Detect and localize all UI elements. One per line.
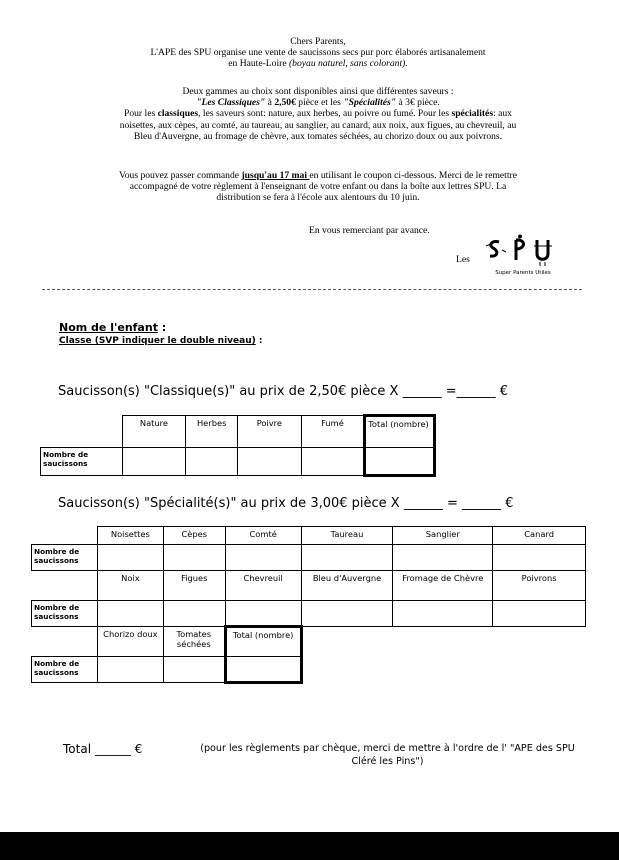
special-title: Saucisson(s) "Spécialité(s)" au prix de 3,00€ pièce X ______ = ______ € — [58, 496, 514, 511]
special-blank-f — [493, 657, 586, 683]
special-empty-3 — [32, 627, 98, 657]
special-header-noix: Noix — [97, 571, 163, 601]
special-blank-b — [393, 627, 493, 657]
order-line-3: distribution se fera à l'école aux alentours du 10 juin. — [216, 192, 420, 204]
special-header-sanglier: Sanglier — [393, 527, 493, 545]
special-table — [31, 526, 586, 684]
signature-les: Les — [456, 254, 470, 265]
classic-input-nature[interactable] — [122, 448, 186, 476]
greeting: Chers Parents, — [290, 36, 346, 47]
special-row-label-3: Nombre de saucissons — [32, 657, 98, 683]
special-input-bleu[interactable] — [301, 601, 393, 627]
special-header-tomates: Tomates séchées — [163, 627, 225, 657]
special-input-sanglier[interactable] — [393, 545, 493, 571]
thanks-line: En vous remerciant par avance. — [309, 225, 430, 236]
special-blank-a — [301, 627, 393, 657]
ranges-line-5: Bleu d'Auvergne, au fromage de chèvre, aux tomates séchées, au chorizo doux ou aux poivrons. — [133, 130, 503, 142]
classic-header-fume: Fumé — [301, 416, 365, 448]
special-header-comte: Comté — [225, 527, 301, 545]
letter-order-info — [48, 170, 588, 204]
special-header-bleu: Bleu d'Auvergne — [301, 571, 393, 601]
classic-table — [40, 414, 436, 477]
ranges-line-3: Pour les classiques, les saveurs sont: nature, aux herbes, au poivre ou fumé. Pour les spécialités: aux — [124, 108, 512, 120]
classic-input-poivre[interactable] — [238, 448, 302, 476]
intro-line-1: L'APE des SPU organise une vente de saucissons secs pur porc élaborés artisanalement — [150, 47, 486, 59]
order-line-2: accompagné de votre règlement à l'enseignant de votre enfant ou dans la boîte aux lettres SPU. La — [129, 181, 507, 193]
order-line-1: Vous pouvez passer commande jusqu'au 17 mai en utilisant le coupon ci-dessous. Merci de le remettre — [119, 170, 517, 181]
classic-input-total[interactable] — [365, 448, 435, 476]
special-header-figues: Figues — [163, 571, 225, 601]
special-header-total: Total (nombre) — [225, 627, 301, 657]
special-input-fromage[interactable] — [393, 601, 493, 627]
special-row-label-2: Nombre de saucissons — [32, 601, 98, 627]
classic-header-nature: Nature — [122, 416, 186, 448]
special-header-chevreuil: Chevreuil — [225, 571, 301, 601]
special-blank-e — [393, 657, 493, 683]
classic-input-herbes[interactable] — [186, 448, 238, 476]
special-empty-1 — [32, 527, 98, 545]
special-input-cepes[interactable] — [163, 545, 225, 571]
special-header-chorizo: Chorizo doux — [97, 627, 163, 657]
cut-line — [42, 289, 582, 290]
special-input-taureau[interactable] — [301, 545, 393, 571]
special-input-chevreuil[interactable] — [225, 601, 301, 627]
special-empty-2 — [32, 571, 98, 601]
special-input-figues[interactable] — [163, 601, 225, 627]
classic-header-total: Total (nombre) — [365, 416, 435, 448]
special-input-comte[interactable] — [225, 545, 301, 571]
child-name-label: Nom de l'enfant : — [59, 321, 167, 334]
classic-row-label: Nombre de saucissons — [41, 448, 123, 476]
grand-total: Total ______ € — [63, 742, 143, 756]
intro-line-2: en Haute-Loire (boyau naturel, sans colorant). — [228, 58, 408, 70]
ranges-line-4: noisettes, aux cèpes, au comté, au taureau, au sanglier, au canard, aux noix, aux figues, au chevreuil, au — [119, 119, 517, 131]
special-input-tomates[interactable] — [163, 657, 225, 683]
classic-header-herbes: Herbes — [186, 416, 238, 448]
special-header-fromage: Fromage de Chèvre — [393, 571, 493, 601]
special-input-canard[interactable] — [493, 545, 586, 571]
special-header-taureau: Taureau — [301, 527, 393, 545]
special-header-noisettes: Noisettes — [97, 527, 163, 545]
bottom-black-bar — [0, 832, 619, 860]
classic-input-fume[interactable] — [301, 448, 365, 476]
special-header-canard: Canard — [493, 527, 586, 545]
ranges-line-1: Deux gammes au choix sont disponibles ainsi que différentes saveurs : — [182, 86, 454, 97]
classic-title: Saucisson(s) "Classique(s)" au prix de 2,50€ pièce X ______ =______ € — [58, 384, 509, 399]
special-blank-c — [493, 627, 586, 657]
classic-empty-corner — [41, 416, 123, 448]
special-row-label-1: Nombre de saucissons — [32, 545, 98, 571]
special-input-chorizo[interactable] — [97, 657, 163, 683]
special-input-noisettes[interactable] — [97, 545, 163, 571]
special-header-poivrons: Poivrons — [493, 571, 586, 601]
special-blank-d — [301, 657, 393, 683]
special-header-cepes: Cèpes — [163, 527, 225, 545]
classic-header-poivre: Poivre — [238, 416, 302, 448]
ranges-line-2: "Les Classiques" à 2,50€ pièce et les "Spécialités" à 3€ pièce. — [196, 97, 440, 109]
spu-logo — [482, 234, 564, 280]
letter-ranges — [48, 86, 588, 142]
class-label: Classe (SVP indiquer le double niveau) : — [59, 336, 263, 346]
special-input-noix[interactable] — [97, 601, 163, 627]
letter-intro — [48, 36, 588, 70]
logo-subtitle: Super Parents Utiles — [495, 270, 551, 276]
special-input-poivrons[interactable] — [493, 601, 586, 627]
special-input-total[interactable] — [225, 657, 301, 683]
cheque-note: (pour les règlements par chèque, merci de mettre à l'ordre de l' "APE des SPU Cléré les Pins") — [200, 743, 575, 767]
